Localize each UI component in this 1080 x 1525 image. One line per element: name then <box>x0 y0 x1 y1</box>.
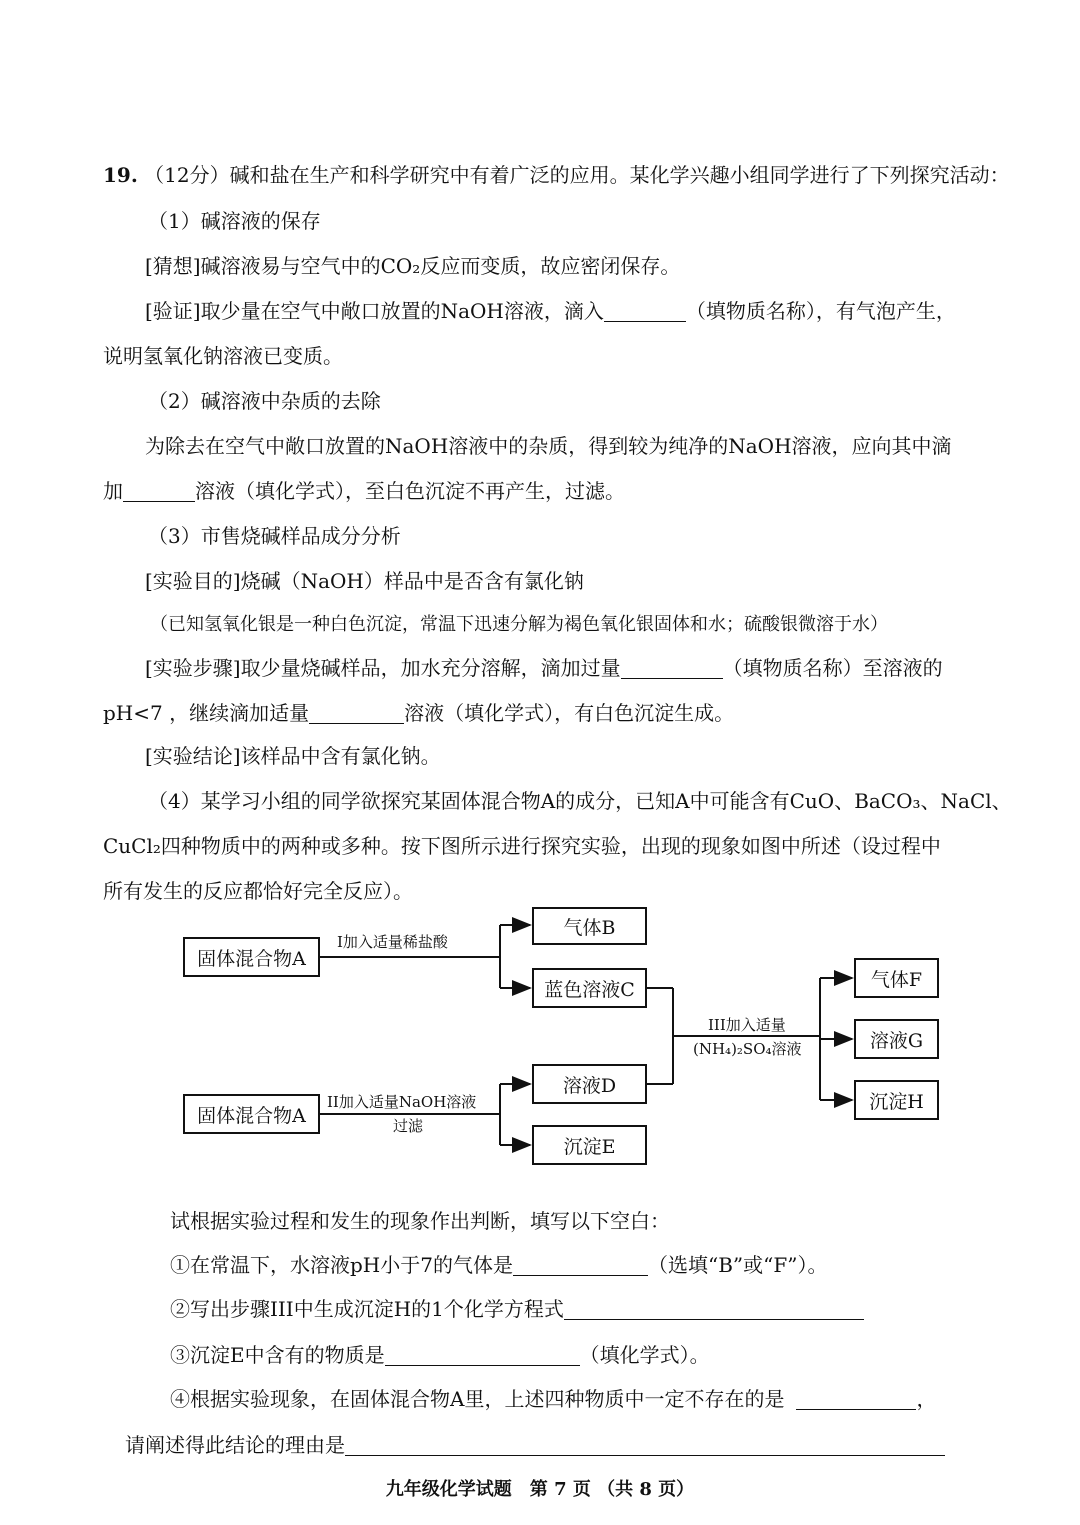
subq-3-text-a: ③沉淀E中含有的物质是 <box>170 1343 385 1367</box>
answer-blank-4[interactable] <box>309 703 404 724</box>
box-solution-d: 溶液D <box>532 1064 647 1104</box>
part4-line3: 所有发生的反应都恰好完全反应）。 <box>103 879 413 903</box>
part2-line1: 为除去在空气中敞口放置的NaOH溶液中的杂质，得到较为纯净的NaOH溶液，应向其中滴 <box>145 434 952 458</box>
answer-blank-8[interactable] <box>796 1389 916 1410</box>
page-footer: 九年级化学试题 第 7 页 （共 8 页） <box>385 1479 695 1500</box>
answer-blank-5[interactable] <box>513 1255 648 1276</box>
verify-text-b: （填物质名称），有气泡产生， <box>685 299 956 323</box>
answer-blank-1[interactable] <box>604 301 686 322</box>
step-text-d: 溶液（填化学式），有白色沉淀生成。 <box>404 701 735 725</box>
part3-step-cont <box>103 700 734 726</box>
answer-blank-6[interactable] <box>564 1299 864 1320</box>
answer-blank-3[interactable] <box>621 658 723 679</box>
subq-5-text: 请阐述得此结论的理由是 <box>125 1433 345 1457</box>
subq-intro: 试根据实验过程和发生的现象作出判断，填写以下空白： <box>170 1209 670 1233</box>
label-step1: I加入适量稀盐酸 <box>337 933 448 951</box>
part1-verify <box>145 298 956 324</box>
box-solution-g: 溶液G <box>854 1019 939 1059</box>
step-text-c: pH<7 ，继续滴加适量 <box>103 701 310 725</box>
label-step3: III加入适量 <box>708 1016 786 1034</box>
box-blue-solution-c: 蓝色溶液C <box>532 968 647 1008</box>
part3-purpose: [实验目的]烧碱（NaOH）样品中是否含有氯化钠 <box>145 569 584 593</box>
answer-blank-2[interactable] <box>123 481 195 502</box>
part3-title: （3）市售烧碱样品成分分析 <box>148 524 401 548</box>
subq-1-text-b: （选填“B”或“F”）。 <box>647 1253 828 1277</box>
part3-step <box>145 655 943 681</box>
subq-4-text-b: ， <box>916 1387 937 1411</box>
part1-title: （1）碱溶液的保存 <box>148 209 321 233</box>
question-header <box>103 162 1010 188</box>
label-step3-reagent: (NH₄)₂SO₄溶液 <box>693 1040 802 1058</box>
box-precipitate-e: 沉淀E <box>532 1125 647 1165</box>
box-gas-b: 气体B <box>532 907 647 945</box>
question-intro: （12分）碱和盐在生产和科学研究中有着广泛的应用。某化学兴趣小组同学进行了下列探究活动： <box>144 163 1010 187</box>
subq-2-text: ②写出步骤III中生成沉淀H的1个化学方程式 <box>170 1297 564 1321</box>
subq-4 <box>170 1386 936 1412</box>
subq-2 <box>170 1296 864 1322</box>
part2-line2 <box>103 478 625 504</box>
part2-text-a: 加 <box>103 479 123 503</box>
part1-verify-cont: 说明氢氧化钠溶液已变质。 <box>103 344 343 368</box>
label-step2-filter: 过滤 <box>393 1117 424 1135</box>
subq-3 <box>170 1342 710 1368</box>
part1-guess: [猜想]碱溶液易与空气中的CO₂反应而变质，故应密闭保存。 <box>145 254 681 278</box>
subq-4-text-a: ④根据实验现象，在固体混合物A里，上述四种物质中一定不存在的是 <box>170 1387 785 1411</box>
part2-text-b: 溶液（填化学式），至白色沉淀不再产生，过滤。 <box>195 479 625 503</box>
box-solid-mixture-a-top: 固体混合物A <box>183 937 320 977</box>
box-solid-mixture-a-bottom: 固体混合物A <box>183 1094 320 1134</box>
subq-1-text-a: ①在常温下，水溶液pH小于7的气体是 <box>170 1253 513 1277</box>
answer-blank-9[interactable] <box>345 1435 945 1456</box>
part3-known-note: （已知氢氧化银是一种白色沉淀，常温下迅速分解为褐色氧化银固体和水；硫酸银微溶于水） <box>150 614 888 635</box>
part4-line1: （4）某学习小组的同学欲探究某固体混合物A的成分，已知A中可能含有CuO、BaCO₃、NaCl、 <box>148 789 1012 813</box>
step-text-a: [实验步骤]取少量烧碱样品，加水充分溶解，滴加过量 <box>145 656 621 680</box>
part4-line2: CuCl₂四种物质中的两种或多种。按下图所示进行探究实验，出现的现象如图中所述（设过程中 <box>103 834 941 858</box>
box-precipitate-h: 沉淀H <box>854 1080 939 1120</box>
question-number: 19. <box>103 163 138 187</box>
experiment-flow-diagram <box>175 900 975 1175</box>
label-step2: II加入适量NaOH溶液 <box>327 1093 477 1111</box>
part3-conclusion: [实验结论]该样品中含有氯化钠。 <box>145 744 441 768</box>
verify-text-a: [验证]取少量在空气中敞口放置的NaOH溶液，滴入 <box>145 299 604 323</box>
subq-5 <box>125 1432 945 1458</box>
box-gas-f: 气体F <box>854 958 939 998</box>
step-text-b: （填物质名称）至溶液的 <box>722 656 943 680</box>
answer-blank-7[interactable] <box>385 1345 580 1366</box>
part2-title: （2）碱溶液中杂质的去除 <box>148 389 381 413</box>
subq-1 <box>170 1252 827 1278</box>
subq-3-text-b: （填化学式）。 <box>579 1343 710 1367</box>
